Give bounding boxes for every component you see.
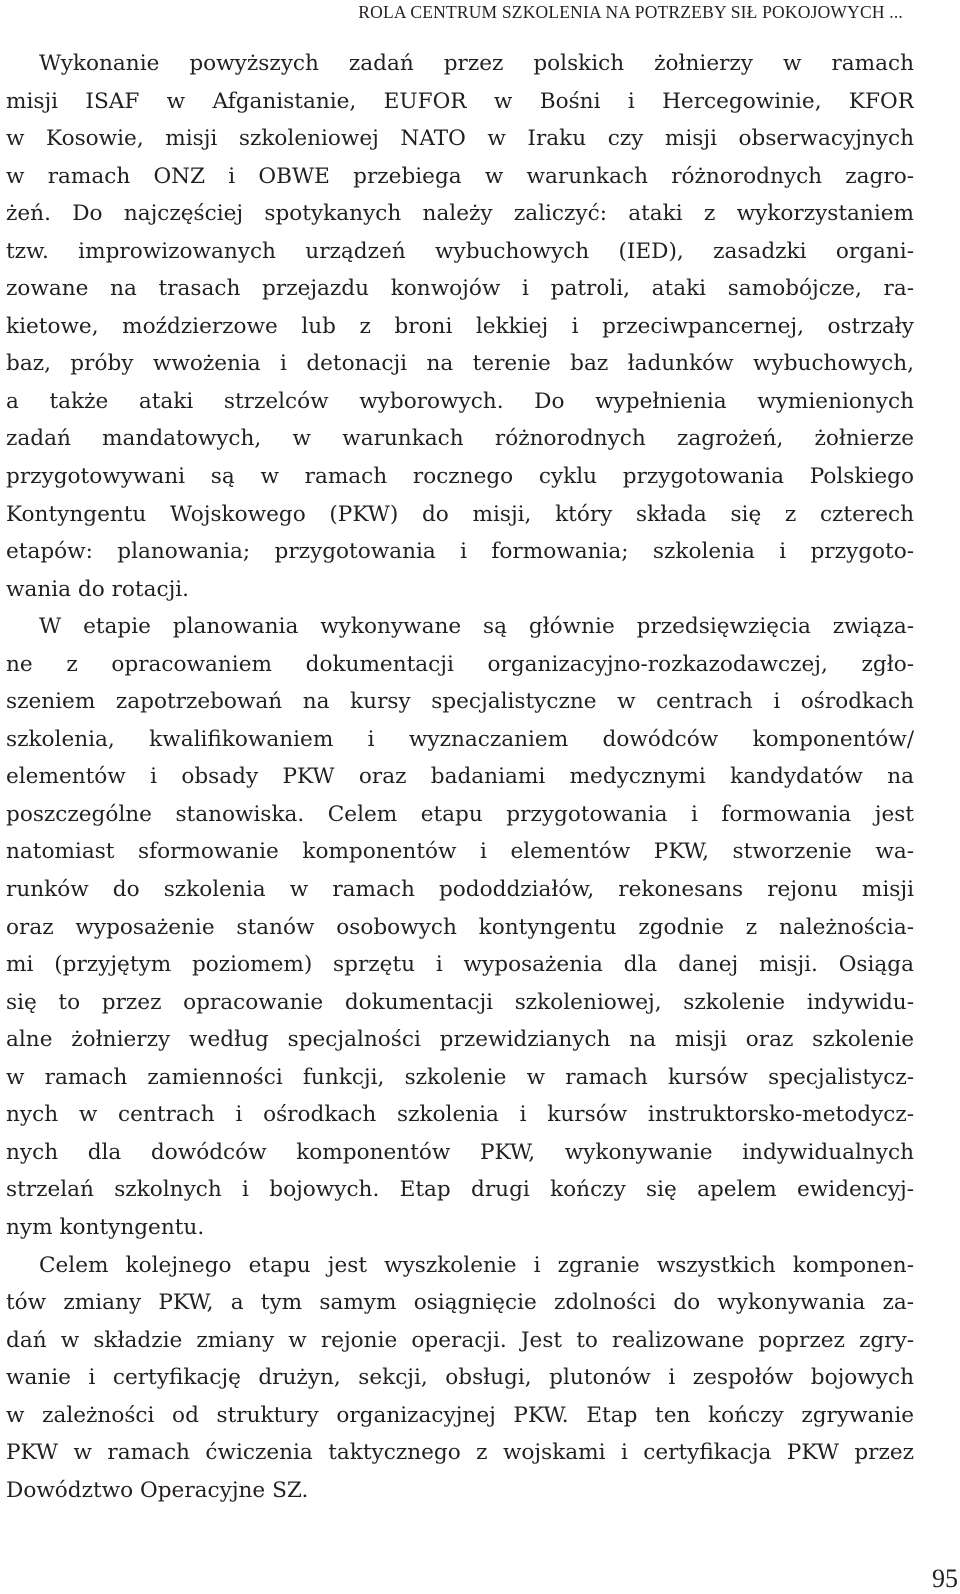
text-line: dań w składzie zmiany w rejonie operacji. Jest to realizowane poprzez zgry- bbox=[6, 1327, 914, 1353]
text-line: zowane na trasach przejazdu konwojów i patroli, ataki samobójcze, ra- bbox=[6, 276, 914, 302]
text-line: W etapie planowania wykonywane są głównie przedsięwzięcia związa- bbox=[39, 614, 914, 640]
text-line: natomiast sformowanie komponentów i elementów PKW, stworzenie wa- bbox=[6, 839, 914, 865]
text-line: poszczególne stanowiska. Celem etapu przygotowania i formowania jest bbox=[6, 801, 914, 827]
text-line: szkolenia, kwalifikowaniem i wyznaczaniem dowódców komponentów/ bbox=[6, 726, 914, 752]
text-line: w Kosowie, misji szkoleniowej NATO w Iraku czy misji obserwacyjnych bbox=[6, 126, 914, 152]
text-line: przygotowywani są w ramach rocznego cyklu przygotowania Polskiego bbox=[6, 464, 914, 490]
text-line: elementów i obsady PKW oraz badaniami medycznymi kandydatów na bbox=[6, 764, 914, 790]
text-line: nych w centrach i ośrodkach szkolenia i kursów instruktorsko-metodycz- bbox=[6, 1102, 914, 1128]
text-line: Kontyngentu Wojskowego (PKW) do misji, który składa się z czterech bbox=[6, 501, 914, 527]
text-line: alne żołnierzy według specjalności przewidzianych na misji oraz szkolenie bbox=[6, 1027, 914, 1053]
running-head: ROLA CENTRUM SZKOLENIA NA POTRZEBY SIŁ POKOJOWYCH ... bbox=[358, 2, 903, 22]
text-line: szeniem zapotrzebowań na kursy specjalistyczne w centrach i ośrodkach bbox=[6, 689, 914, 715]
paragraph-3 bbox=[6, 1247, 914, 1510]
page-number: 95 bbox=[932, 1564, 958, 1593]
text-line: w zależności od struktury organizacyjnej PKW. Etap ten kończy zgrywanie bbox=[6, 1402, 914, 1428]
text-line: nych dla dowódców komponentów PKW, wykonywanie indywidualnych bbox=[6, 1139, 914, 1165]
text-line: w ramach zamienności funkcji, szkolenie w ramach kursów specjalistycz- bbox=[6, 1064, 914, 1090]
text-line: oraz wyposażenie stanów osobowych kontyngentu zgodnie z należnościa- bbox=[6, 914, 914, 940]
text-line: a także ataki strzelców wyborowych. Do wypełnienia wymienionych bbox=[6, 388, 914, 414]
text-line: baz, próby wwożenia i detonacji na terenie baz ładunków wybuchowych, bbox=[6, 351, 914, 377]
text-line: nym kontyngentu. bbox=[6, 1214, 205, 1240]
body-text bbox=[6, 45, 914, 1509]
text-line: wania do rotacji. bbox=[6, 576, 190, 602]
text-line: PKW w ramach ćwiczenia taktycznego z wojskami i certyfikacja PKW przez bbox=[6, 1440, 914, 1466]
text-line: mi (przyjętym poziomem) sprzętu i wyposażenia dla danej misji. Osiąga bbox=[6, 952, 914, 978]
paragraph-1 bbox=[6, 45, 914, 608]
paragraph-2 bbox=[6, 608, 914, 1246]
text-line: ne z opracowaniem dokumentacji organizacyjno-rozkazodawczej, zgło- bbox=[6, 651, 914, 677]
text-line: zadań mandatowych, w warunkach różnorodnych zagrożeń, żołnierze bbox=[6, 426, 914, 452]
text-line: Celem kolejnego etapu jest wyszkolenie i zgranie wszystkich komponen- bbox=[39, 1252, 914, 1278]
text-line: misji ISAF w Afganistanie, EUFOR w Bośni i Hercegowinie, KFOR bbox=[6, 88, 914, 114]
text-line: Wykonanie powyższych zadań przez polskich żołnierzy w ramach bbox=[39, 51, 914, 76]
text-line: etapów: planowania; przygotowania i formowania; szkolenia i przygoto- bbox=[6, 539, 914, 565]
text-line: strzelań szkolnych i bojowych. Etap drugi kończy się apelem ewidencyj- bbox=[6, 1177, 914, 1203]
text-line: się to przez opracowanie dokumentacji szkoleniowej, szkolenie indywidu- bbox=[6, 989, 914, 1015]
text-line: tzw. improwizowanych urządzeń wybuchowych (IED), zasadzki organi- bbox=[6, 238, 914, 264]
text-line: runków do szkolenia w ramach pododdziałów, rekonesans rejonu misji bbox=[6, 877, 914, 903]
text-line: tów zmiany PKW, a tym samym osiągnięcie zdolności do wykonywania za- bbox=[6, 1290, 914, 1316]
text-line: w ramach ONZ i OBWE przebiega w warunkach różnorodnych zagro- bbox=[6, 163, 914, 189]
text-line: wanie i certyfikację drużyn, sekcji, obsługi, plutonów i zespołów bojowych bbox=[6, 1365, 914, 1391]
text-line: żeń. Do najczęściej spotykanych należy zaliczyć: ataki z wykorzystaniem bbox=[6, 201, 914, 227]
text-line: kietowe, moździerzowe lub z broni lekkiej i przeciwpancernej, ostrzały bbox=[6, 313, 914, 339]
text-line: Dowództwo Operacyjne SZ. bbox=[6, 1477, 309, 1503]
